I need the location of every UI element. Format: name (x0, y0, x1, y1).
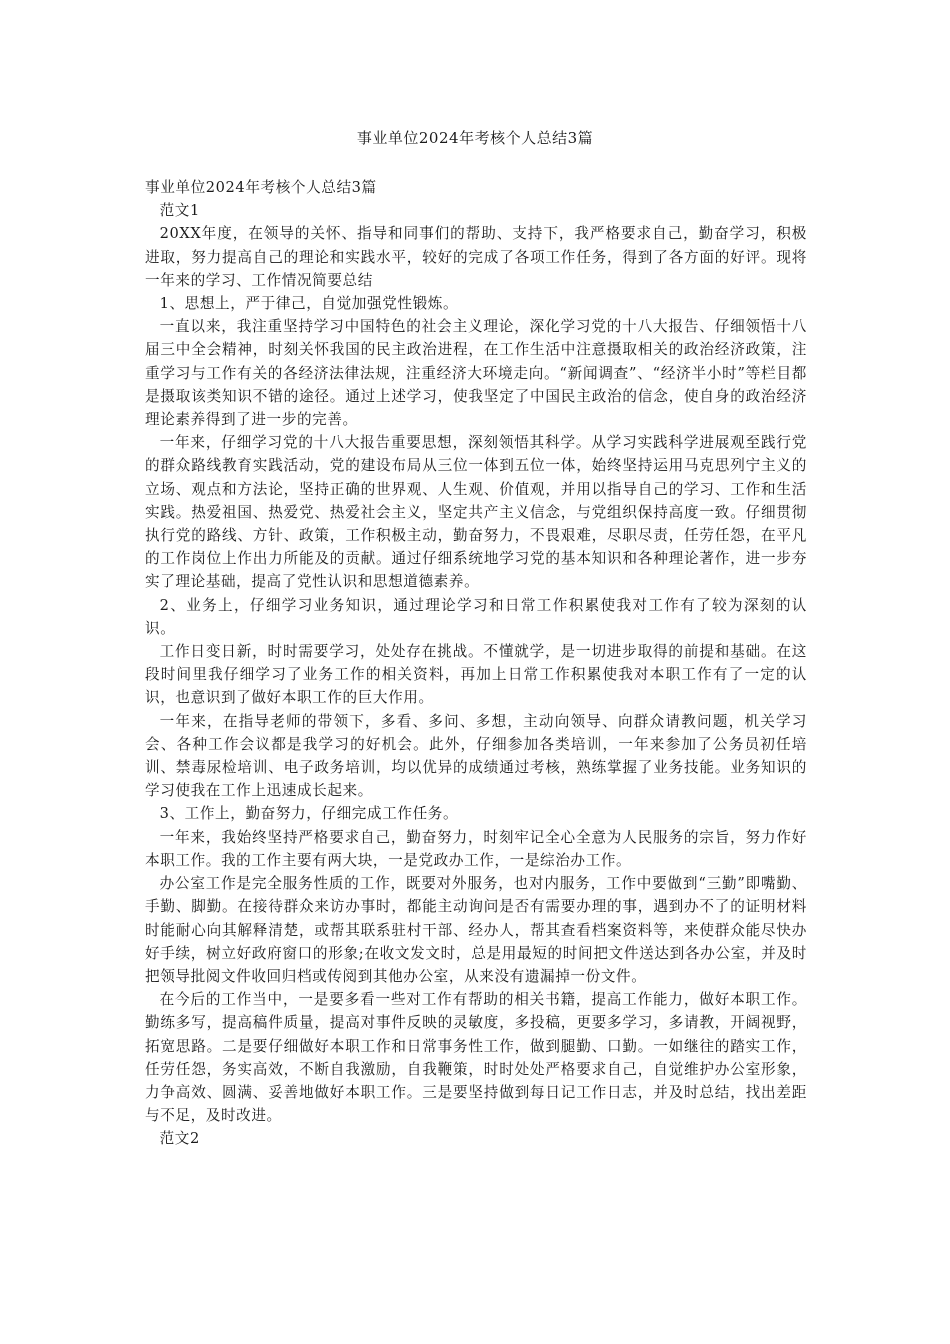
sample-label-2: 范文2 (159, 1130, 200, 1148)
paragraph: 一年来，在指导老师的带领下，多看、多问、多想，主动向领导、向群众请教问题，机关学习会、各种工作会议都是我学习的好机会。此外，仔细参加各类培训，一年来参加了公务员初任培训、禁毒尿检培训、电子政务培训，均以优异的成绩通过考核，熟练掌握了业务技能。业务知识的学习使我在工作上迅速成长起来。 (145, 712, 807, 800)
section-heading-3: 3、工作上，勤奋努力，仔细完成工作任务。 (159, 805, 459, 823)
paragraph: 一年来，仔细学习党的十八大报告重要思想，深刻领悟其科学。从学习实践科学进展观至践行党的群众路线教育实践活动，党的建设布局从三位一体到五位一体，始终坚持运用马克思列宁主义的立场、观点和方法论，坚持正确的世界观、人生观、价值观，并用以指导自己的学习、工作和生活实践。热爱祖国、热爱党、热爱社会主义，坚定共产主义信念，与党组织保持高度一致。仔细贯彻执行党的路线、方针、政策，工作积极主动，勤奋努力，不畏艰难，尽职尽责，任劳任怨，在平凡的工作岗位上作出力所能及的贡献。通过仔细系统地学习党的基本知识和各种理论著作，进一步夯实了理论基础，提高了党性认识和思想道德素养。 (145, 434, 807, 591)
document-heading: 事业单位2024年考核个人总结3篇 (145, 179, 377, 196)
document-title: 事业单位2024年考核个人总结3篇 (356, 129, 594, 147)
sample-label-1: 范文1 (159, 202, 200, 220)
section-heading-1: 1、思想上，严于律己，自觉加强党性锻炼。 (159, 295, 459, 313)
paragraph: 工作日变日新，时时需要学习，处处存在挑战。不懂就学，是一切进步取得的前提和基础。在这段时间里我仔细学习了业务工作的相关资料，再加上日常工作积累使我对本职工作有了一定的认识，也意识到了做好本职工作的巨大作用。 (145, 643, 807, 707)
paragraph: 在今后的工作当中，一是要多看一些对工作有帮助的相关书籍，提高工作能力，做好本职工作。勤练多写，提高稿件质量，提高对事件反映的灵敏度，多投稿，更要多学习，多请教，开阔视野，拓宽思路。二是要仔细做好本职工作和日常事务性工作，做到腿勤、口勤。一如继往的踏实工作，任劳任怨，务实高效，不断自我激励，自我鞭策，时时处处严格要求自己，自觉维护办公室形象，力争高效、圆满、妥善地做好本职工作。三是要坚持做到每日记工作日志，并及时总结，找出差距与不足，及时改进。 (145, 991, 807, 1125)
paragraph: 办公室工作是完全服务性质的工作，既要对外服务，也对内服务，工作中要做到“三勤”即嘴勤、手勤、脚勤。在接待群众来访办事时，都能主动询问是否有需要办理的事，遇到办不了的证明材料时能耐心向其解释清楚，或帮其联系驻村干部、经办人，帮其查看档案资料等，来使群众能尽快办好手续，树立好政府窗口的形象;在收文发文时，总是用最短的时间把文件送达到各办公室，并及时把领导批阅文件收回归档或传阅到其他办公室，从来没有遗漏掉一份文件。 (145, 875, 807, 985)
paragraph: 一直以来，我注重坚持学习中国特色的社会主义理论，深化学习党的十八大报告、仔细领悟十八届三中全会精神，时刻关怀我国的民主政治进程，在工作生活中注意摄取相关的政治经济政策，注重学习与工作有关的各经济法律法规，注重经济大环境走向。“新闻调查”、“经济半小时”等栏目都是摄取该类知识不错的途径。通过上述学习，使我坚定了中国民主政治的信念，使自身的政治经济理论素养得到了进一步的完善。 (145, 318, 807, 429)
paragraph: 一年来，我始终坚持严格要求自己，勤奋努力，时刻牢记全心全意为人民服务的宗旨，努力作好本职工作。我的工作主要有两大块，一是党政办工作，一是综治办工作。 (145, 828, 807, 869)
document-body (145, 176, 807, 1151)
section-heading-2: 2、业务上，仔细学习业务知识，通过理论学习和日常工作积累使我对工作有了较为深刻的认识。 (145, 596, 807, 637)
paragraph-intro: 20XX年度，在领导的关怀、指导和同事们的帮助、支持下，我严格要求自己，勤奋学习，积极进取，努力提高自己的理论和实践水平，较好的完成了各项工作任务，得到了各方面的好评。现将一年来的学习、工作情况简要总结 (145, 225, 807, 289)
